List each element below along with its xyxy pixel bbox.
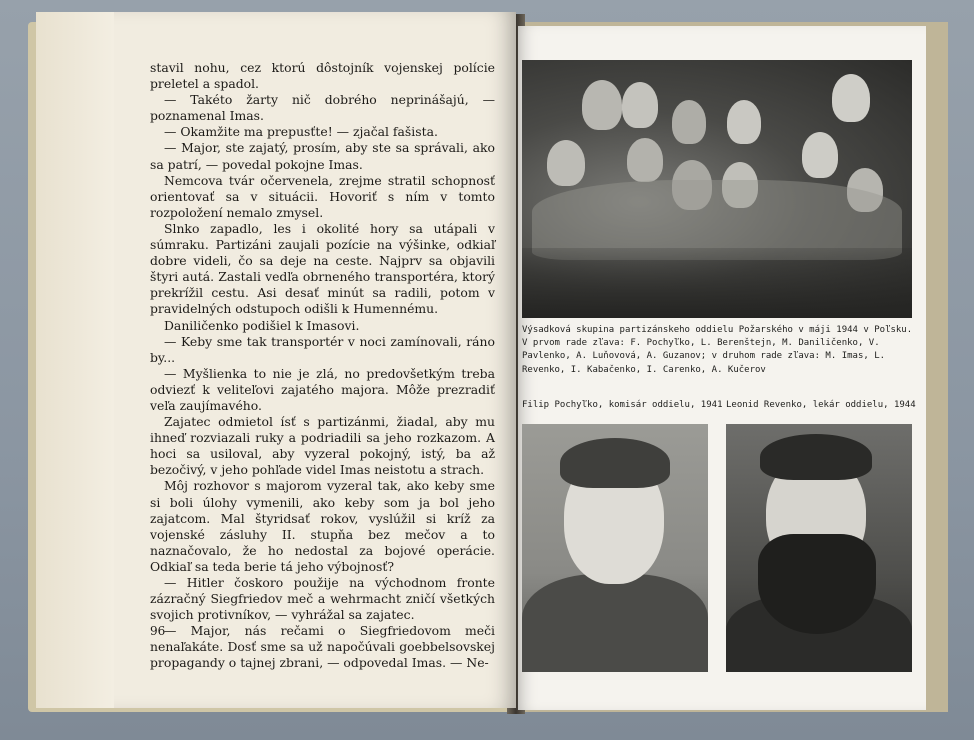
paragraph: — Major, ste zajatý, prosím, aby ste sa správali, ako sa patrí, — povedal pokojne Imas. (150, 140, 495, 172)
grass-foreground (522, 248, 912, 318)
person-head (582, 80, 622, 130)
paragraph: — Major, nás rečami o Siegfriedovom meči nenaľakáte. Dosť sme sa už napočúvali goebbelsovskej propagandy o tajnej zbrani, — odpovedal Imas. — Ne- (150, 623, 495, 671)
page-number: 96 (150, 624, 166, 638)
paragraph: Nemcova tvár očervenela, zrejme stratil schopnosť orientovať sa v situácii. Hovoriť s ním v tomto rozpoložení nemalo zmysel. (150, 172, 495, 220)
paragraph: Zajatec odmietol ísť s partizánmi, žiadal, aby mu ihneď rozviazali ruky a podriadili sa jeho rozkazom. A hoci sa usiloval, aby vyzeral pokojný, istý, ba až bezočivý, v jeho pohľade videl Imas neistotu a strach. (150, 414, 495, 478)
paragraph: — Hitler čoskoro použije na východnom fronte zázračný Siegfriedov meč a wehrmacht zničí všetkých svojich protivníkov, — vyhrážal sa zajatec. (150, 575, 495, 623)
left-page-text (150, 60, 495, 672)
portrait-caption-right: Leonid Revenko, lekár oddielu, 1944 (726, 400, 916, 410)
paragraph: — Myšlienka to nie je zlá, no predovšetkým treba odviezť k veliteľovi zajatého majora. Môže prezradiť veľa zaujímavého. (150, 365, 495, 413)
hair (760, 434, 872, 480)
person-head (727, 100, 761, 144)
person-head (627, 138, 663, 182)
portrait-photo-pochylko (522, 424, 708, 672)
paragraph: Slnko zapadlo, les i okolité hory sa utápali v súmraku. Partizáni zaujali pozície na výšinke, odkiaľ dobre videli, čo sa deje na ceste. Najprv sa objavili štyri autá. Zastali vedľa obrneného transportéra, ktorý prekrížil cestu. Asi desať minút sa radili, potom v pravidelných odstupoch odišli k Humennému. (150, 220, 495, 317)
person-head (622, 82, 658, 128)
hair (560, 438, 670, 488)
paragraph: — Takéto žarty nič dobrého neprinášajú, — poznamenal Imas. (150, 92, 495, 124)
person-head (832, 74, 870, 122)
portrait-caption-left: Filip Pochyľko, komisár oddielu, 1941 (522, 400, 723, 410)
page-edge-shadow (36, 12, 114, 708)
group-photo-caption: Výsadková skupina partizánskeho oddielu Požarského v máji 1944 v Poľsku. V prvom rade zľava: F. Pochyľko, L. Berenštejn, M. Daniličenko, V. Pavlenko, A. Luňovová, A. Guzanov; v druhom rade zľava: M. Imas, L. Revenko, I. Kabačenko, I. Carenko, A. Kučerov (522, 325, 913, 375)
group-photo (522, 60, 912, 318)
person-head (672, 100, 706, 144)
beard (758, 534, 876, 634)
uniform-coat (522, 574, 708, 672)
person-head (802, 132, 838, 178)
paragraph: — Keby sme tak transportér v noci zamínovali, ráno by... (150, 333, 495, 365)
paragraph: — Okamžite ma prepusťte! — zjačal fašista. (164, 124, 438, 140)
paragraph: Môj rozhovor s majorom vyzeral tak, ako keby sme si boli úlohy vymenili, ako keby som ja bol jeho zajatcom. Mal štyridsať rokov, vyslúžil si kríž za vojenské zásluhy II. stupňa bez mečov a to naznačovalo, že ho nedostal za bojové operácie. Odkiaľ sa teda berie tá jeho výbojnosť? (150, 478, 495, 574)
portrait-photo-revenko (726, 424, 912, 672)
person-head (547, 140, 585, 186)
paragraph: stavil nohu, cez ktorú dôstojník vojenskej polície preletel a spadol. (150, 60, 495, 92)
paragraph: Daniličenko podišiel k Imasovi. (164, 317, 360, 333)
